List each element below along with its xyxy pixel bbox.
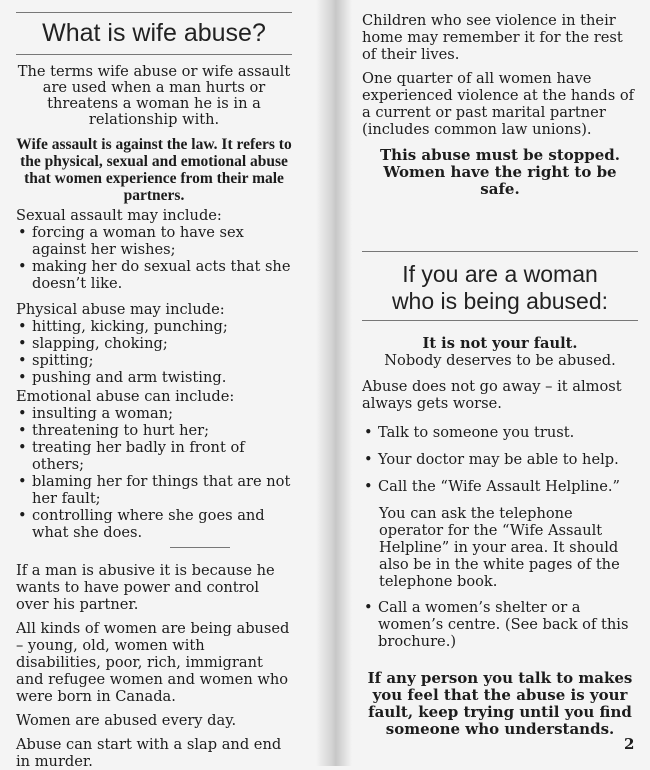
list-item: • making her do sexual acts that she doesn’t like. [16, 258, 292, 292]
intro-text: The terms wife abuse or wife assault are used when a man hurts or threatens a woman he is in a relationship with. [17, 63, 291, 128]
list-item: • Call the “Wife Assault Helpline.” [362, 478, 638, 495]
list-item: • blaming her for things that are not her fault; [16, 473, 292, 507]
worse-text: Abuse does not go away – it almost always gets worse. [362, 378, 622, 412]
section-title-line-1: If you are a woman [402, 261, 598, 287]
closing-text: If any person you talk to makes you feel that the abuse is your fault, keep trying until you find someone who understands. [367, 669, 633, 738]
page-title: What is wife abuse? [42, 19, 266, 47]
page-number: 2 [624, 735, 635, 753]
help-list [362, 424, 638, 495]
title-rule-top [16, 12, 292, 13]
shelter-list [362, 599, 638, 650]
list-item: • controlling where she goes and what she does. [16, 507, 292, 541]
nobody-text: Nobody deserves to be abused. [384, 352, 616, 369]
list-item: • spitting; [16, 352, 292, 369]
children-text: Children who see violence in their home may remember it for the rest of their lives. [362, 12, 623, 63]
list-item: • Call a women’s shelter or a women’s centre. (See back of this brochure.) [362, 599, 638, 650]
physical-list [16, 318, 292, 386]
not-fault-text: It is not your fault. [422, 335, 578, 352]
emotional-heading: Emotional abuse can include: [16, 388, 235, 405]
section-rule-top [362, 251, 638, 252]
sexual-list [16, 224, 292, 292]
operator-text: You can ask the telephone operator for the “Wife Assault Helpline” in your area. It should also be in the white pages of the telephone book. [379, 505, 620, 590]
emotional-list [16, 405, 292, 541]
list-item: • Talk to someone you trust. [362, 424, 638, 441]
list-item: • treating her badly in front of others; [16, 439, 292, 473]
left-column [16, 0, 292, 770]
paragraph: Women are abused every day. [16, 712, 237, 729]
section-divider [170, 547, 230, 548]
sexual-heading: Sexual assault may include: [16, 207, 222, 224]
list-item: • threatening to hurt her; [16, 422, 292, 439]
section-rule-bottom [362, 320, 638, 321]
list-item: • slapping, choking; [16, 335, 292, 352]
list-item: • Your doctor may be able to help. [362, 451, 638, 468]
callout-text: This abuse must be stopped. Women have the right to be safe. [380, 146, 620, 198]
list-item: • pushing and arm twisting. [16, 369, 292, 386]
page-fold [316, 0, 352, 766]
section-title-line-2: who is being abused: [391, 288, 609, 314]
title-rule-bottom [16, 54, 292, 55]
paragraph: Abuse can start with a slap and end in murder. [16, 736, 282, 770]
paragraph: All kinds of women are being abused – young, old, women with disabilities, poor, rich, immigrant and refugee women and women who were born in Canada. [16, 620, 290, 705]
list-item: • hitting, kicking, punching; [16, 318, 292, 335]
statistic-text: One quarter of all women have experienced violence at the hands of a current or past marital partner (includes common law unions). [362, 70, 635, 138]
physical-heading: Physical abuse may include: [16, 301, 225, 318]
list-item: • forcing a woman to have sex against her wishes; [16, 224, 292, 258]
definition-text: Wife assault is against the law. It refers to the physical, sexual and emotional abuse that women experience from their male partners. [16, 136, 292, 204]
paragraph: If a man is abusive it is because he wants to have power and control over his partner. [16, 562, 275, 613]
list-item: • insulting a woman; [16, 405, 292, 422]
right-column [362, 0, 638, 738]
